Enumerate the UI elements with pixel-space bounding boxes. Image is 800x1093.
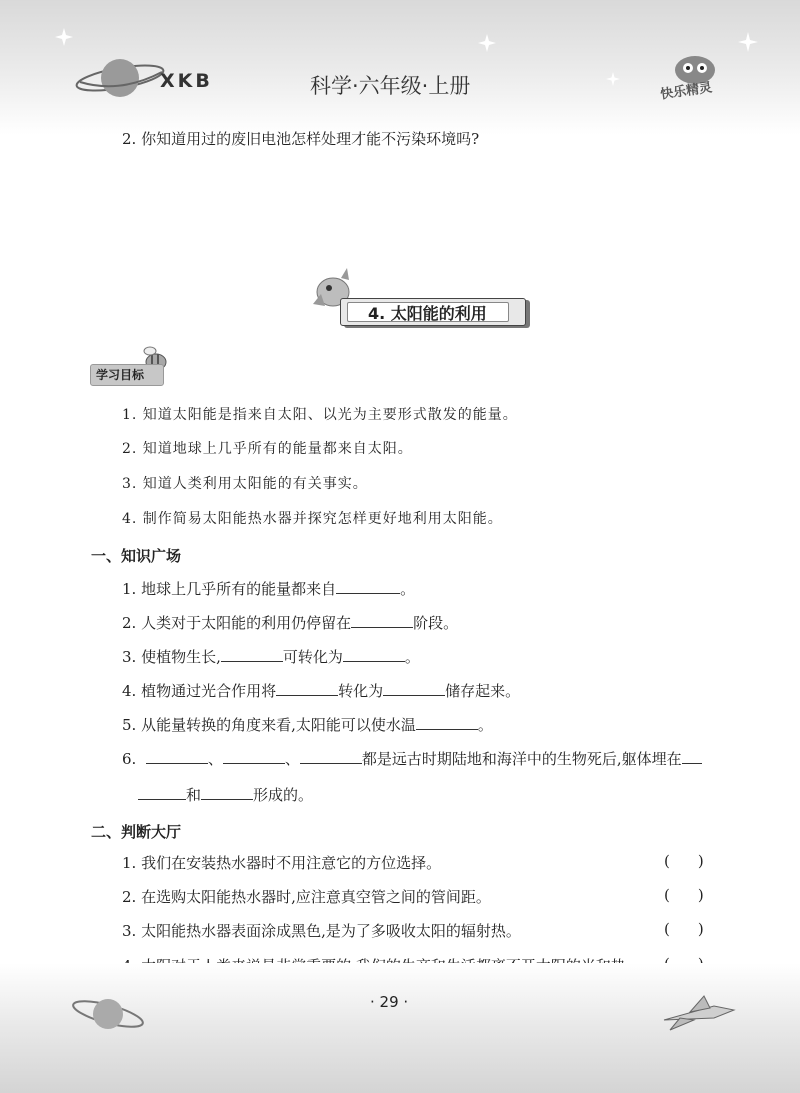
fill-question: 2. 人类对于太阳能的利用仍停留在 阶段。 bbox=[122, 614, 459, 632]
answer-blank[interactable] bbox=[221, 647, 283, 662]
space-shuttle-icon bbox=[660, 992, 740, 1034]
answer-blank[interactable] bbox=[276, 681, 338, 696]
logo-text: 快乐精灵 bbox=[659, 80, 714, 103]
answer-blank[interactable] bbox=[223, 749, 285, 764]
answer-blank[interactable] bbox=[146, 749, 208, 764]
goal-item: 2. 知道地球上几乎所有的能量都来自太阳。 bbox=[122, 441, 413, 457]
answer-blank[interactable] bbox=[336, 579, 400, 594]
learning-goals-label: 学习目标 bbox=[96, 368, 145, 382]
answer-blank[interactable] bbox=[682, 749, 702, 764]
answer-parentheses[interactable]: () bbox=[664, 852, 732, 870]
fill-question: 1. 地球上几乎所有的能量都来自 。 bbox=[122, 580, 416, 598]
planet-icon bbox=[70, 50, 165, 105]
star-icon bbox=[738, 32, 758, 52]
fill-question-continued: 和 形成的。 bbox=[138, 784, 313, 805]
answer-blank[interactable] bbox=[383, 681, 445, 696]
star-icon bbox=[606, 72, 620, 86]
answer-parentheses[interactable]: () bbox=[664, 886, 732, 904]
fill-question: 3. 使植物生长, 可转化为 。 bbox=[122, 648, 420, 666]
answer-blank[interactable] bbox=[138, 785, 186, 800]
judgment-question: 3. 太阳能热水器表面涂成黑色,是为了多吸收太阳的辐射热。 bbox=[122, 922, 521, 940]
fill-question: 4. 植物通过光合作用将 转化为 储存起来。 bbox=[122, 682, 521, 700]
brand-logo: XKB bbox=[160, 70, 213, 92]
page-number: · 29 · bbox=[370, 993, 409, 1011]
judgment-question: 2. 在选购太阳能热水器时,应注意真空管之间的管间距。 bbox=[122, 888, 491, 906]
answer-blank[interactable] bbox=[201, 785, 253, 800]
section-heading: 二、判断大厅 bbox=[91, 823, 182, 841]
star-icon bbox=[478, 34, 496, 52]
book-title: 科学·六年级·上册 bbox=[310, 74, 471, 98]
star-icon bbox=[55, 28, 73, 46]
goal-item: 4. 制作简易太阳能热水器并探究怎样更好地利用太阳能。 bbox=[122, 511, 503, 527]
judgment-question: 1. 我们在安装热水器时不用注意它的方位选择。 bbox=[122, 854, 442, 872]
section-heading: 一、知识广场 bbox=[91, 547, 182, 565]
question-text: 2. 你知道用过的废旧电池怎样处理才能不污染环境吗? bbox=[122, 130, 480, 148]
goal-item: 1. 知道太阳能是指来自太阳、以光为主要形式散发的能量。 bbox=[122, 407, 518, 423]
planet-icon bbox=[68, 990, 148, 1038]
answer-blank[interactable] bbox=[343, 647, 405, 662]
fill-question: 6. 、 、 都是远古时期陆地和海洋中的生物死后,躯体埋在 bbox=[122, 748, 702, 769]
answer-blank[interactable] bbox=[300, 749, 362, 764]
answer-blank[interactable] bbox=[351, 613, 413, 628]
chapter-title: 4. 太阳能的利用 bbox=[368, 304, 487, 323]
goal-item: 3. 知道人类利用太阳能的有关事实。 bbox=[122, 476, 368, 492]
fill-question: 5. 从能量转换的角度来看,太阳能可以使水温 。 bbox=[122, 716, 493, 734]
answer-blank[interactable] bbox=[416, 715, 478, 730]
answer-parentheses[interactable]: () bbox=[664, 920, 732, 938]
